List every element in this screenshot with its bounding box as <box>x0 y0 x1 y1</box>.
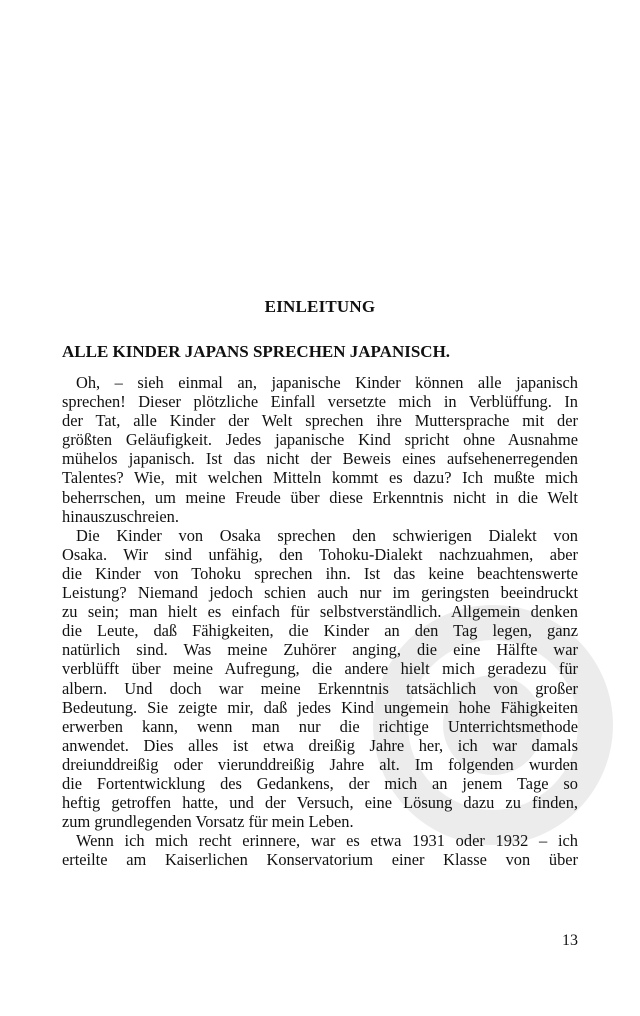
text-line: anwendet. Dies alles ist etwa dreißig Jahre her, ich war damals <box>62 735 578 755</box>
section-title: ALLE KINDER JAPANS SPRECHEN JAPANISCH. <box>62 342 451 361</box>
chapter-title: EINLEITUNG <box>264 297 376 316</box>
text-line: Leistung? Niemand jedoch schien auch nur im geringsten beeindruckt <box>62 583 578 603</box>
text-line: verblüfft über meine Aufregung, die andere hielt mich geradezu für <box>62 659 578 679</box>
text-line: heftig getroffen hatte, und der Versuch, eine Lösung dazu zu finden, <box>62 793 578 813</box>
text-line: erwerben kann, wenn man nur die richtige Unterrichtsmethode <box>62 716 578 736</box>
text-line: hinauszuschreien. <box>62 506 179 526</box>
text-line: Talentes? Wie, mit welchen Mitteln kommt es dazu? Ich mußte mich <box>62 468 578 488</box>
text-line: die Fortentwicklung des Gedankens, der mich an jenem Tage so <box>62 773 578 793</box>
text-line: die Leute, daß Fähigkeiten, die Kinder an den Tag legen, ganz <box>62 621 578 641</box>
text-line: beherrschen, um meine Freude über diese Erkenntnis nicht in die Welt <box>62 487 578 507</box>
text-line: erteilte am Kaiserlichen Konservatorium einer Klasse von über <box>62 850 578 870</box>
text-line: mühelos japanisch. Ist das nicht der Beweis eines aufsehenerregenden <box>62 449 578 469</box>
body-text <box>62 373 578 869</box>
text-line: Wenn ich mich recht erinnere, war es etwa 1931 oder 1932 – ich <box>76 831 578 851</box>
text-line: Oh, – sieh einmal an, japanische Kinder können alle japanisch <box>76 373 578 392</box>
page-number: 13 <box>562 932 578 949</box>
text-line: zum grundlegenden Vorsatz für mein Leben. <box>62 812 354 832</box>
text-line: Die Kinder von Osaka sprechen den schwierigen Dialekt von <box>76 525 578 545</box>
text-line: Bedeutung. Sie zeigte mir, daß jedes Kind ungemein hohe Fähigkeiten <box>62 697 578 717</box>
text-line: der Tat, alle Kinder der Welt sprechen ihre Muttersprache mit der <box>62 411 578 431</box>
text-line: größten Geläufigkeit. Jedes japanische Kind spricht ohne Ausnahme <box>62 430 578 450</box>
text-line: zu sein; man hielt es einfach für selbstverständlich. Allgemein denken <box>62 602 578 622</box>
text-line: dreiunddreißig oder vierunddreißig Jahre alt. Im folgenden wurden <box>62 754 578 774</box>
text-line: Osaka. Wir sind unfähig, den Tohoku-Dialekt nachzuahmen, aber <box>62 544 578 564</box>
text-line: albern. Und doch war meine Erkenntnis tatsächlich von großer <box>62 678 578 698</box>
text-line: natürlich sind. Was meine Zuhörer anging, die eine Hälfte war <box>62 640 578 660</box>
text-line: sprechen! Dieser plötzliche Einfall versetzte mich in Verblüffung. In <box>62 392 578 412</box>
text-line: die Kinder von Tohoku sprechen ihn. Ist das keine beachtenswerte <box>62 563 578 583</box>
